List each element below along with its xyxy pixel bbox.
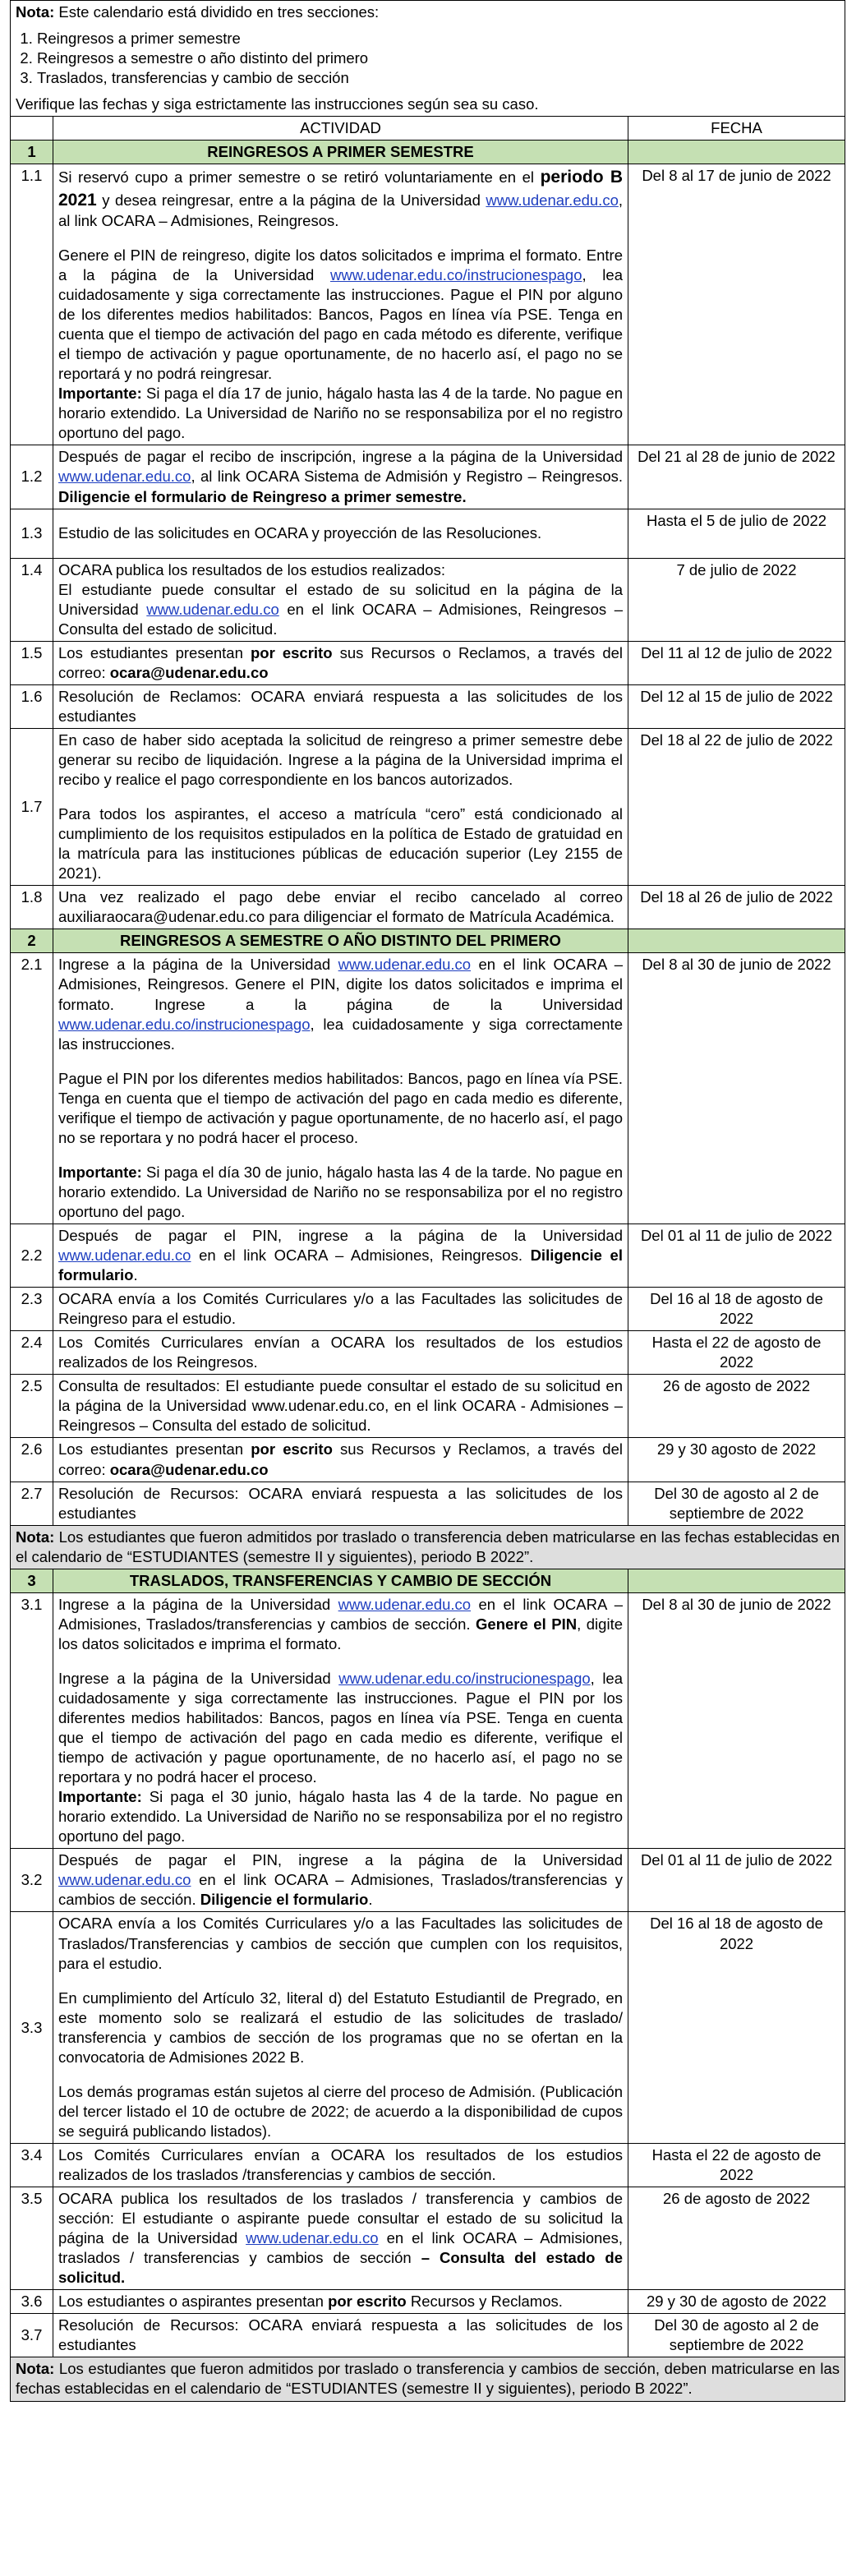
row-date: 26 de agosto de 2022: [628, 2187, 845, 2290]
bold-text: por escrito: [250, 643, 333, 661]
section-3-header: [11, 1569, 845, 1592]
row-number: 3.1: [11, 1592, 53, 1849]
row-number: 1.2: [11, 445, 53, 509]
text: Para todos los aspirantes, el acceso a matrícula “cero” está condicionado al cumplimiento de los requisitos estipulados en la política de Estado de gratuidad en la matrícula para las instituciones públicas de educación superior (Ley 2155 de 2021).: [58, 805, 623, 882]
section-2-note: [11, 1525, 845, 1569]
text: Los demás programas están sujetos al cierre del proceso de Admisión. (Publicación del tercer listado el 10 de octubre de 2022; de acuerdo a la disponibilidad de cupos se seguirá publicando listados).: [58, 2082, 623, 2140]
text: sus Recursos y Reclamos, a través del correo:: [58, 1440, 623, 1478]
table-row: [11, 886, 845, 929]
table-row: [11, 1912, 845, 2143]
table-row: [11, 1331, 845, 1375]
table-row: [11, 1482, 845, 1525]
text: Ingrese a la página de la Universidad: [58, 956, 338, 974]
row-date: 26 de agosto de 2022: [628, 1375, 845, 1438]
calendar-table: [10, 0, 845, 2402]
text: , al link OCARA Sistema de Admisión y Registro – Reingresos.: [191, 468, 623, 486]
text: El estudiante puede consultar el estado de su solicitud en la página de la Universidad: [58, 580, 623, 618]
intro-note-label: Nota:: [16, 3, 55, 21]
row-date: Del 16 al 18 de agosto de 2022: [628, 1288, 845, 1331]
text: , lea cuidadosamente y siga correctamente las instrucciones.: [58, 1015, 623, 1053]
email-text: ocara@udenar.edu.co: [109, 1460, 269, 1478]
section-2-header: [11, 929, 845, 953]
udenar-link[interactable]: www.udenar.edu.co: [58, 468, 191, 486]
table-row: [11, 1375, 845, 1438]
section-1-header: [11, 141, 845, 164]
row-date: Del 8 al 30 de junio de 2022: [628, 1592, 845, 1849]
text: Ingrese a la página de la Universidad: [58, 1595, 338, 1613]
text: Los estudiantes presentan: [58, 643, 251, 661]
text: Los estudiantes presentan: [58, 1440, 251, 1459]
table-row: [11, 1849, 845, 1912]
row-number: 2.6: [11, 1438, 53, 1482]
row-number: 2.3: [11, 1288, 53, 1331]
note-label: Nota:: [16, 2360, 55, 2378]
row-number: 3.5: [11, 2187, 53, 2290]
text: OCARA publica los resultados de los traslados / transferencia y cambios de sección: El estudiante o aspirante puede consultar el estado de su solicitud la página de la Universidad: [58, 2190, 623, 2247]
table-row: [11, 728, 845, 885]
bold-text: Genere el PIN: [476, 1615, 578, 1633]
section-title: TRASLADOS, TRANSFERENCIAS Y CAMBIO DE SECCIÓN: [53, 1569, 628, 1592]
text: .: [368, 1891, 373, 1909]
payment-instructions-link[interactable]: www.udenar.edu.co/instrucionespago: [338, 1669, 591, 1687]
header-date: FECHA: [628, 117, 845, 141]
text: OCARA publica los resultados de los estudios realizados:: [58, 560, 445, 578]
email-text: ocara@udenar.edu.co: [109, 663, 269, 681]
text: .: [133, 1266, 138, 1284]
table-row: [11, 2290, 845, 2314]
table-row: [11, 641, 845, 684]
text: y desea reingresar, entre a la página de la Universidad: [96, 191, 486, 209]
section-3-note-row: [11, 2357, 845, 2401]
text: en el link OCARA – Admisiones, Reingresos.: [191, 1247, 531, 1265]
header-num: [11, 117, 53, 141]
row-date: 29 y 30 de agosto de 2022: [628, 2290, 845, 2314]
row-activity: [53, 641, 628, 684]
row-number: 1.7: [11, 728, 53, 885]
row-activity: Estudio de las solicitudes en OCARA y proyección de las Resoluciones.: [53, 509, 628, 558]
section-blank: [628, 929, 845, 953]
row-date: Del 18 al 22 de julio de 2022: [628, 728, 845, 885]
table-row: [11, 1223, 845, 1287]
row-activity: [53, 1912, 628, 2143]
section-number: 3: [11, 1569, 53, 1592]
header-row: [11, 117, 845, 141]
udenar-link[interactable]: www.udenar.edu.co: [58, 1247, 191, 1265]
text: en el link OCARA – Admisiones, Reingresos. Genere el PIN, digite los datos solicitados e imprima el formato. Ingrese a la página de la Universidad: [58, 956, 624, 1013]
udenar-link[interactable]: www.udenar.edu.co: [486, 191, 619, 209]
text: Después de pagar el PIN, ingrese a la página de la Universidad: [58, 1851, 623, 1869]
row-activity: [53, 1592, 628, 1849]
row-activity: Resolución de Recursos: OCARA enviará respuesta a las solicitudes de los estudiantes: [53, 2314, 628, 2357]
table-row: [11, 2314, 845, 2357]
text: en el link OCARA – Admisiones, Traslados/transferencias y cambios de sección.: [58, 1595, 624, 1633]
row-number: 1.4: [11, 558, 53, 641]
row-date: Del 11 al 12 de julio de 2022: [628, 641, 845, 684]
row-date: Del 16 al 18 de agosto de 2022: [628, 1912, 845, 2143]
row-number: 1.6: [11, 684, 53, 728]
text: Genere el PIN de reingreso, digite los datos solicitados e imprima el formato. Entre a la página de la Universidad: [58, 246, 623, 284]
row-date: Del 01 al 11 de julio de 2022: [628, 1849, 845, 1912]
intro-list: [16, 29, 840, 88]
text: , lea cuidadosamente y siga correctamente las instrucciones. Pague el PIN por los diferentes medios habilitados: Bancos, pagos en línea vía PSE. Tenga en cuenta que el tiempo de activación del pago en cada medio es diferente, verifique el tiempo de activación y pague oportunamente, de no hacerlo así, el pago no se reportara y no podrá hacer el proceso.: [58, 1669, 624, 1786]
row-date: Del 01 al 11 de julio de 2022: [628, 1223, 845, 1287]
row-activity: [53, 1223, 628, 1287]
intro-list-item: 3. Traslados, transferencias y cambio de sección: [37, 68, 840, 88]
udenar-link[interactable]: www.udenar.edu.co: [338, 956, 472, 974]
row-activity: [53, 1849, 628, 1912]
text: en el link OCARA – Admisiones, Traslados/transferencias y cambios de sección.: [58, 1871, 623, 1909]
section-blank: [628, 141, 845, 164]
text: , digite los datos solicitados e imprima el formato.: [58, 1615, 623, 1652]
intro-note-text: Este calendario está dividido en tres secciones:: [54, 3, 380, 21]
row-number: 1.5: [11, 641, 53, 684]
section-2-note-row: [11, 1525, 845, 1569]
bold-text: – Consulta del estado de solicitud.: [58, 2249, 623, 2287]
row-activity: [53, 728, 628, 885]
row-number: 3.2: [11, 1849, 53, 1912]
period-text: periodo B 2021: [58, 168, 623, 210]
row-activity: Resolución de Reclamos: OCARA enviará respuesta a las solicitudes de los estudiantes: [53, 684, 628, 728]
row-date: 29 y 30 agosto de 2022: [628, 1438, 845, 1482]
bold-text: Diligencie el formulario: [200, 1891, 369, 1909]
note-text: Los estudiantes que fueron admitidos por traslado o transferencia deben matricularse en las fechas establecidas en el calendario de “ESTUDIANTES (semestre II y siguientes), periodo B 2022”.: [16, 1528, 840, 1565]
row-activity: [53, 164, 628, 445]
table-row: [11, 1288, 845, 1331]
text: Pague el PIN por los diferentes medios habilitados: Bancos, pago en línea vía PSE. Tenga en cuenta que el tiempo de activación del pago en cada medio es diferente, verifique el tiempo de activación y pague oportunamente, de no hacerlo así, el pago no se reportara y no podrá hacer el proceso.: [58, 1069, 624, 1146]
text: Ingrese a la página de la Universidad: [58, 1669, 339, 1687]
intro-list-item: 2. Reingresos a semestre o año distinto del primero: [37, 48, 840, 68]
row-activity: [53, 2290, 628, 2314]
row-activity: [53, 953, 628, 1224]
row-date: Del 30 de agosto al 2 de septiembre de 2022: [628, 2314, 845, 2357]
table-row: [11, 558, 845, 641]
text: Si paga el 30 junio, hágalo hasta las 4 de la tarde. No pague en horario extendido. La Universidad de Nariño no se responsabiliza por el no registro oportuno del pago.: [58, 1788, 623, 1846]
section-number: 2: [11, 929, 53, 953]
row-number: 2.7: [11, 1482, 53, 1525]
row-number: 2.2: [11, 1223, 53, 1287]
section-3-note: [11, 2357, 845, 2401]
text: Los estudiantes o aspirantes presentan: [58, 2293, 329, 2311]
bold-text: Diligencie el formulario de Reingreso a primer semestre.: [58, 487, 467, 505]
important-label: Importante:: [58, 1788, 142, 1806]
intro-list-item: 1. Reingresos a primer semestre: [37, 29, 840, 48]
row-number: 1.1: [11, 164, 53, 445]
row-date: 7 de julio de 2022: [628, 558, 845, 641]
row-activity: Los Comités Curriculares envían a OCARA los resultados de los estudios realizados de los Reingresos.: [53, 1331, 628, 1375]
udenar-link[interactable]: www.udenar.edu.co: [246, 2229, 379, 2247]
row-activity: [53, 445, 628, 509]
row-number: 2.5: [11, 1375, 53, 1438]
important-label: Importante:: [58, 385, 142, 403]
row-activity: Resolución de Recursos: OCARA enviará respuesta a las solicitudes de los estudiantes: [53, 1482, 628, 1525]
udenar-link[interactable]: www.udenar.edu.co: [146, 600, 279, 618]
note-label: Nota:: [16, 1528, 55, 1546]
udenar-link[interactable]: www.udenar.edu.co: [58, 1871, 191, 1889]
row-activity: [53, 2187, 628, 2290]
table-row: [11, 2187, 845, 2290]
row-date: Hasta el 5 de julio de 2022: [628, 509, 845, 558]
intro-note-row: [11, 1, 845, 117]
row-activity: [53, 558, 628, 641]
text: , al link OCARA – Admisiones, Reingresos.: [58, 191, 623, 229]
udenar-link[interactable]: www.udenar.edu.co: [338, 1595, 472, 1613]
row-number: 3.3: [11, 1912, 53, 2143]
row-date: Del 21 al 28 de junio de 2022: [628, 445, 845, 509]
row-number: 1.8: [11, 886, 53, 929]
text: Si reservó cupo a primer semestre o se retiró voluntariamente en el: [58, 168, 541, 187]
table-row: [11, 2143, 845, 2187]
row-number: 3.6: [11, 2290, 53, 2314]
row-number: 2.1: [11, 953, 53, 1224]
section-title: REINGRESOS A SEMESTRE O AÑO DISTINTO DEL PRIMERO: [53, 929, 628, 953]
table-row: [11, 509, 845, 558]
note-text: Los estudiantes que fueron admitidos por traslado o transferencia y cambios de sección, deben matricularse en las fechas establecidas en el calendario de “ESTUDIANTES (semestre II y siguientes), periodo B 2022”.: [16, 2360, 840, 2398]
text: en el link OCARA – Admisiones, traslados / transferencias y cambios de sección: [58, 2229, 623, 2267]
table-row: [11, 684, 845, 728]
row-date: Del 18 al 26 de julio de 2022: [628, 886, 845, 929]
row-date: Hasta el 22 de agosto de 2022: [628, 1331, 845, 1375]
intro-verify: Verifique las fechas y siga estrictamente las instrucciones según sea su caso.: [16, 95, 539, 113]
bold-text: por escrito: [328, 2293, 407, 2311]
row-date: Del 30 de agosto al 2 de septiembre de 2022: [628, 1482, 845, 1525]
row-number: 3.7: [11, 2314, 53, 2357]
text: OCARA envía a los Comités Curriculares y/o a las Facultades las solicitudes de Traslados/Transferencias y cambios de sección que cumplen con los requisitos, para el estudio.: [58, 1915, 623, 1972]
row-activity: [53, 1438, 628, 1482]
row-activity: OCARA envía a los Comités Curriculares y/o a las Facultades las solicitudes de Reingreso para el estudio.: [53, 1288, 628, 1331]
section-number: 1: [11, 141, 53, 164]
table-row: [11, 953, 845, 1224]
text: Después de pagar el recibo de inscripción, ingrese a la página de la Universidad: [58, 448, 623, 466]
text: En caso de haber sido aceptada la solicitud de reingreso a primer semestre debe generar su recibo de liquidación. Ingrese a la página de la Universidad imprima el recibo y realice el pago correspondiente en los bancos autorizados.: [58, 730, 623, 789]
row-activity: Consulta de resultados: El estudiante puede consultar el estado de su solicitud en la página de la Universidad www.udenar.edu.co, en el link OCARA - Admisiones – Reingresos – Consulta del estado de solicitud.: [53, 1375, 628, 1438]
row-number: 2.4: [11, 1331, 53, 1375]
text: Si paga el día 17 de junio, hágalo hasta las 4 de la tarde. No pague en horario extendido. La Universidad de Nariño no se responsabiliza por el no registro oportuno del pago.: [58, 385, 623, 442]
row-date: Del 8 al 30 de junio de 2022: [628, 953, 845, 1224]
row-activity: Una vez realizado el pago debe enviar el recibo cancelado al correo auxiliaraocara@udenar.edu.co para diligenciar el formato de Matrícula Académica.: [53, 886, 628, 929]
text: Recursos y Reclamos.: [406, 2293, 563, 2311]
text: sus Recursos o Reclamos, a través del correo:: [58, 643, 624, 681]
table-row: [11, 445, 845, 509]
text: en el link OCARA – Admisiones, Reingresos – Consulta del estado de solicitud.: [58, 600, 623, 638]
text: Después de pagar el PIN, ingrese a la página de la Universidad: [58, 1226, 623, 1244]
important-label: Importante:: [58, 1163, 142, 1181]
table-row: [11, 1592, 845, 1849]
row-number: 1.3: [11, 509, 53, 558]
section-title: REINGRESOS A PRIMER SEMESTRE: [53, 141, 628, 164]
payment-instructions-link[interactable]: www.udenar.edu.co/instrucionespago: [330, 266, 582, 284]
row-date: Del 8 al 17 de junio de 2022: [628, 164, 845, 445]
header-activity: ACTIVIDAD: [53, 117, 628, 141]
table-row: [11, 164, 845, 445]
row-number: 3.4: [11, 2143, 53, 2187]
section-blank: [628, 1569, 845, 1592]
payment-instructions-link[interactable]: www.udenar.edu.co/instrucionespago: [58, 1015, 311, 1033]
row-date: Hasta el 22 de agosto de 2022: [628, 2143, 845, 2187]
text: En cumplimiento del Artículo 32, literal d) del Estatuto Estudiantil de Pregrado, en este momento solo se realizará el estudio de las solicitudes de traslado/ transferencia y cambios de sección de los programas que no se ofertan en la convocatoria de Admisiones 2022 B.: [58, 1988, 623, 2066]
table-row: [11, 1438, 845, 1482]
bold-text: Diligencie el formulario: [58, 1247, 623, 1284]
intro-note: [11, 1, 845, 117]
row-activity: Los Comités Curriculares envían a OCARA los resultados de los estudios realizados de los traslados /transferencias y cambios de sección.: [53, 2143, 628, 2187]
row-date: Del 12 al 15 de julio de 2022: [628, 684, 845, 728]
text: Si paga el día 30 de junio, hágalo hasta las 4 de la tarde. No pague en horario extendido. La Universidad de Nariño no se responsabiliza por el no registro oportuno del pago.: [58, 1163, 623, 1220]
text: , lea cuidadosamente y siga correctamente las instrucciones. Pague el PIN por alguno de los diferentes medios habilitados: Bancos, Pagos en línea vía PSE. Tenga en cuenta que el tiempo de activación del pago en cada método es diferente, verifique el tiempo de activación y pague oportunamente, de no hacerlo así, el pago no se reportará y no podrá reingresar.: [58, 266, 623, 383]
bold-text: por escrito: [251, 1440, 333, 1459]
